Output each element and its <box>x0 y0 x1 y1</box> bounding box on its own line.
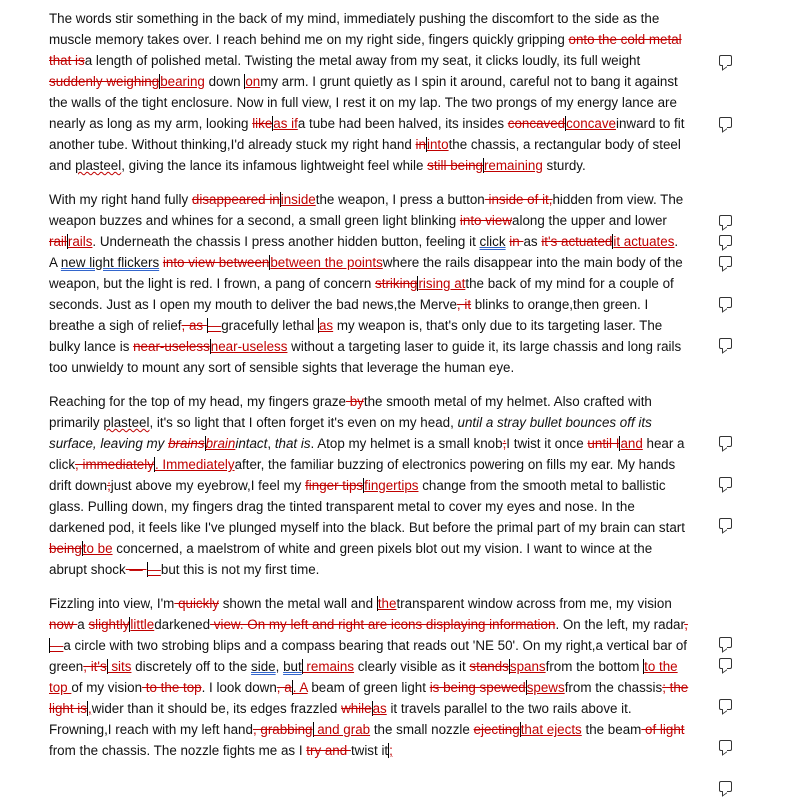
text-run: , it's so light that I often forget it's even on my head, <box>149 415 458 430</box>
inserted-text: it actuates <box>613 234 675 249</box>
deleted-text: ejecting <box>473 722 520 737</box>
deleted-text: — <box>125 562 147 577</box>
inserted-text: as <box>318 318 334 333</box>
deleted-text: stands <box>469 659 509 674</box>
paragraph[interactable] <box>49 8 689 176</box>
inserted-text: spans <box>509 659 546 674</box>
deleted-text: like <box>252 116 273 131</box>
inserted-text: remains <box>302 659 355 674</box>
text-run: a <box>77 617 89 632</box>
deleted-text: being <box>49 541 82 556</box>
inserted-text: near-useless <box>210 339 288 354</box>
deleted-text: , as <box>181 318 207 333</box>
deleted-text: , grabbing <box>252 722 313 737</box>
inserted-text: bearing <box>160 74 205 89</box>
text-run: but this is not my first time. <box>160 562 320 577</box>
deleted-text: , a <box>276 680 292 695</box>
text-run: clearly visible as it <box>354 659 470 674</box>
deleted-text: , immediately <box>75 457 154 472</box>
deleted-text: still being <box>427 158 483 173</box>
inserted-text: rising at <box>418 276 466 291</box>
inserted-text: the <box>377 596 397 611</box>
comment-icon[interactable] <box>719 658 732 669</box>
inserted-text: remaining <box>483 158 543 173</box>
deleted-text: ; <box>107 478 111 493</box>
deleted-text: it's actuated <box>541 234 613 249</box>
deleted-text: try and <box>306 743 351 758</box>
italic-text: that is <box>274 436 311 451</box>
inserted-text: — <box>207 318 222 333</box>
text-run: discretely off to the <box>131 659 252 674</box>
comment-icon[interactable] <box>719 55 732 66</box>
text-run: my arm. I grunt quietly as I spin it around, careful not to bang it against the walls of the tight enclosure. Now in full view, I rest it on my lap. The two prongs of my energy lance are nearly as long as my arm, looking <box>49 74 678 131</box>
inserted-text: . A <box>292 680 308 695</box>
deleted-text: quickly <box>174 596 219 611</box>
inserted-text: ; <box>389 743 393 758</box>
deleted-text: view. On my left and right are icons displaying information <box>210 617 556 632</box>
inserted-text: as <box>372 701 387 716</box>
inserted-text: , <box>87 701 92 716</box>
comment-icon[interactable] <box>719 477 732 488</box>
comment-icon[interactable] <box>719 235 732 246</box>
paragraph[interactable] <box>49 391 689 580</box>
deleted-text: into view between <box>162 255 270 270</box>
text-run: where the rails disappear into the main body of the weapon, but the light is red. I frown, a pang of concern <box>49 255 683 291</box>
grammar-flag: click <box>479 234 506 249</box>
comment-icon[interactable] <box>719 637 732 648</box>
deleted-text: inside of it, <box>484 192 553 207</box>
inserted-text: brain <box>205 436 236 451</box>
inserted-text: little <box>130 617 155 632</box>
comment-icon[interactable] <box>719 740 732 751</box>
inserted-text: and grab <box>313 722 371 737</box>
text-run: blinks to orange, <box>471 297 574 312</box>
deleted-text: slightly <box>88 617 130 632</box>
deleted-text: in <box>415 137 426 152</box>
paragraph[interactable] <box>49 189 689 378</box>
comment-icon[interactable] <box>719 338 732 349</box>
text-run: I'd already stuck my right hand <box>230 137 416 152</box>
text-run: beam of green light <box>307 680 430 695</box>
grammar-flag: side <box>251 659 276 674</box>
deleted-text: onto the cold metal that is <box>49 32 682 68</box>
text-run: twist it <box>350 743 389 758</box>
text-run: wider than it should be, its edges frazzled <box>91 701 342 716</box>
italic-text: until a stray bullet bounces off its surface, leaving my <box>49 415 652 451</box>
text-run: With my right hand fully <box>49 192 192 207</box>
inserted-text: fingertips <box>364 478 419 493</box>
deleted-text: near-useless <box>133 339 210 354</box>
text-run: concerned, a maelstrom of white and green pixels blot out my vision. I want to wince at the abrupt shock <box>49 541 653 577</box>
grammar-flag: but <box>283 659 302 674</box>
text-run: darkened <box>154 617 211 632</box>
comment-icon[interactable] <box>719 436 732 447</box>
text-run: then green. I breathe a sigh of relief <box>49 297 649 333</box>
inserted-text: rails <box>67 234 93 249</box>
inserted-text: to be <box>82 541 113 556</box>
text-run: the small nozzle <box>370 722 474 737</box>
text-run: . Underneath the chassis I press another hidden button, feeling it <box>92 234 480 249</box>
text-run: the chassis, a rectangular body of steel and <box>49 137 681 173</box>
document-body[interactable] <box>49 8 689 774</box>
paragraph[interactable] <box>49 593 689 761</box>
deleted-text: finger tips <box>305 478 364 493</box>
text-run: a circle with two strobing blips and a compass bearing that reads out 'NE 50'. On my right, <box>63 638 596 653</box>
inserted-text: and <box>620 436 643 451</box>
text-run: hidden from view. The weapon buzzes and whines for a second, a small green light blinking <box>49 192 684 228</box>
text-run: the smooth metal of my helmet. Also crafted with primarily <box>49 394 652 430</box>
italic-text: intact <box>235 436 268 451</box>
text-run: . Atop my helmet is a small knob <box>310 436 503 451</box>
deleted-text: disappeared in <box>191 192 280 207</box>
deleted-text: of light <box>641 722 685 737</box>
inserted-text: into <box>426 137 449 152</box>
text-run: . On the left, my radar <box>555 617 685 632</box>
text-run: the weapon, I press a button <box>315 192 485 207</box>
inserted-text: as if <box>273 116 298 131</box>
text-run: as <box>523 234 542 249</box>
deleted-text: ; <box>502 436 507 451</box>
comment-icon[interactable] <box>719 518 732 529</box>
deleted-text: to the top <box>142 680 202 695</box>
deleted-text: , <box>684 617 688 632</box>
text-run: a length of polished metal. Twisting the metal away from my seat, it clicks loudly, its full weight <box>84 53 641 68</box>
text-run: the Merve <box>397 297 457 312</box>
deleted-text: by <box>345 394 364 409</box>
text-run: after, the familiar buzzing of electronics powering on fills my ear. My hands drift down <box>49 457 676 493</box>
inserted-text: inside <box>280 192 316 207</box>
inserted-text: on <box>245 74 261 89</box>
text-run: . I look down <box>201 680 277 695</box>
comment-icon[interactable] <box>719 117 732 128</box>
text-run: hear a click <box>49 436 685 472</box>
text-run: it travels parallel to the two rails above it. Frowning, <box>49 701 632 737</box>
deleted-text: ; the light is <box>49 680 689 716</box>
inserted-text: sits <box>107 659 132 674</box>
inserted-text: . Immediately <box>154 457 235 472</box>
text-run: , <box>275 659 284 674</box>
comment-icon[interactable] <box>719 699 732 710</box>
deleted-text: in <box>509 234 524 249</box>
text-run: . A <box>49 234 679 270</box>
text-run: down <box>204 74 245 89</box>
deleted-text: , it <box>456 297 472 312</box>
text-run: change from the smooth metal to ballistic glass. Pulling down, my fingers drag the tinted transparent metal to cover my eyes and nose. In the darkened pod, it feels like I've plunged myself into the black. But before the primal part of my brain can start <box>49 478 685 535</box>
text-run: I feel my <box>250 478 306 493</box>
text-run: transparent window across from me, my vision <box>396 596 672 611</box>
comment-icon[interactable] <box>719 297 732 308</box>
text-run: Fizzling into view, I'm <box>49 596 175 611</box>
text-run: I reach with my left hand <box>107 722 253 737</box>
deleted-text: , it's <box>83 659 107 674</box>
text-run: from the bottom <box>545 659 644 674</box>
text-run: without a targeting laser to guide it, its large chassis and long rails too unwieldy to mount any sort of sensible sights that leverage the human eye. <box>49 339 682 375</box>
deleted-text: concaved <box>507 116 566 131</box>
deleted-text: now <box>49 617 78 632</box>
misspelled-word: plasteel <box>75 158 122 173</box>
deleted-text: rail <box>49 234 67 249</box>
text-run: , <box>267 436 275 451</box>
text-run: shown the metal wall and <box>219 596 377 611</box>
comment-gutter <box>714 0 754 800</box>
comment-icon[interactable] <box>719 215 732 226</box>
text-run: of my vision <box>71 680 143 695</box>
text-run: gracefully lethal <box>221 318 318 333</box>
text-run: from the chassis. The nozzle fights me as I <box>49 743 307 758</box>
text-run: I twist it once <box>506 436 588 451</box>
inserted-text: spews <box>526 680 565 695</box>
text-run: from the chassis <box>564 680 663 695</box>
inserted-text: concave <box>566 116 616 131</box>
text-run: my weapon is, that's only due to its targeting laser. The bulky lance is <box>49 318 663 354</box>
text-run: inward to fit another tube. Without thinking, <box>49 116 685 152</box>
inserted-text: between the points <box>270 255 383 270</box>
deleted-text: is being spewed <box>429 680 526 695</box>
text-run: the back of my mind for a couple of seconds. Just as I open my mouth to deliver the bad news, <box>49 276 674 312</box>
comment-icon[interactable] <box>719 256 732 267</box>
inserted-text: that ejects <box>520 722 582 737</box>
text-run: the beam <box>581 722 642 737</box>
inserted-text: — <box>50 638 64 653</box>
deleted-text: suddenly weighing <box>49 74 160 89</box>
deleted-text: brains <box>168 436 205 451</box>
text-run: a tube had been halved, its insides <box>297 116 508 131</box>
text-run: Reaching for the top of my head, my fingers graze <box>49 394 346 409</box>
text-run: just above my eyebrow, <box>110 478 251 493</box>
comment-icon[interactable] <box>719 781 732 792</box>
deleted-text: into view <box>459 213 513 228</box>
deleted-text: striking <box>375 276 418 291</box>
grammar-flag: new light flickers <box>60 255 160 270</box>
deleted-text: while <box>341 701 372 716</box>
text-run: a vertical bar of green <box>49 638 688 674</box>
text-run: , giving the lance its infamous lightweight feel while <box>121 158 428 173</box>
inserted-text: — <box>147 562 161 577</box>
text-run: sturdy. <box>542 158 586 173</box>
text-run: The words stir something in the back of my mind, immediately pushing the discomfort to the side as the muscle memory takes over. I reach behind me on my right side, fingers quickly gripping <box>49 11 660 47</box>
text-run: along the upper and lower <box>512 213 667 228</box>
misspelled-word: plasteel <box>103 415 150 430</box>
deleted-text: until I <box>587 436 620 451</box>
inserted-text: to the top <box>49 659 678 695</box>
